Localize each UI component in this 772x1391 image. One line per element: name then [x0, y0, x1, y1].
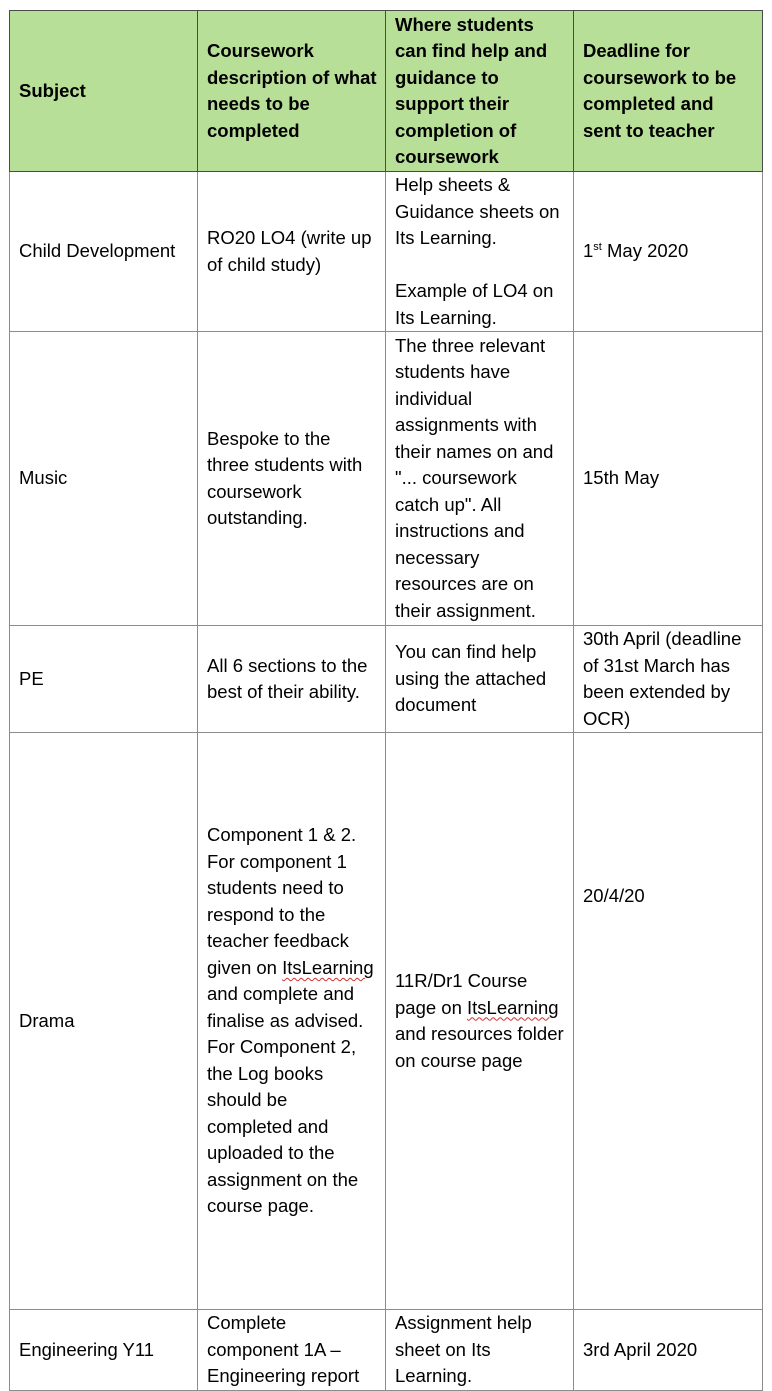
- misspelled-word: ItsLearning: [282, 956, 374, 978]
- cell-subject: Engineering Y11: [10, 1310, 198, 1391]
- cell-description: Bespoke to the three students with coursework outstanding.: [198, 332, 386, 626]
- help-text: and resources folder on course page: [395, 1023, 564, 1071]
- cell-description: RO20 LO4 (write up of child study): [198, 172, 386, 332]
- cell-description: All 6 sections to the best of their ability.: [198, 626, 386, 733]
- description-text: Component 1 & 2. For component 1 students need to respond to the teacher feedback given on: [207, 824, 357, 978]
- cell-deadline: 3rd April 2020: [574, 1310, 763, 1391]
- cell-description: [198, 733, 386, 1310]
- table-row: [10, 626, 763, 733]
- cell-help: The three relevant students have individual assignments with their names on and "... coursework catch up". All instructions and necessary resources are on their assignment.: [386, 332, 574, 626]
- help-text: Help sheets & Guidance sheets on Its Learning.: [395, 174, 560, 248]
- cell-deadline: 20/4/20: [574, 733, 763, 1310]
- description-text: and complete and finalise as advised. For Component 2, the Log books should be completed and uploaded to the assignment on the course page.: [207, 983, 364, 1217]
- table-row: [10, 733, 763, 1310]
- help-text: 11R/Dr1 Course page on: [395, 970, 528, 1018]
- table-row: [10, 1310, 763, 1391]
- header-deadline: Deadline for coursework to be completed and sent to teacher: [574, 11, 763, 172]
- cell-deadline: 15th May: [574, 332, 763, 626]
- table-row: [10, 172, 763, 332]
- cell-description: Complete component 1A – Engineering report: [198, 1310, 386, 1391]
- deadline-suffix: st: [593, 241, 602, 254]
- cell-deadline: 30th April (deadline of 31st March has been extended by OCR): [574, 626, 763, 733]
- cell-deadline: [574, 172, 763, 332]
- cell-subject: Drama: [10, 733, 198, 1310]
- cell-help: [386, 172, 574, 332]
- cell-help: Assignment help sheet on Its Learning.: [386, 1310, 574, 1391]
- header-subject: Subject: [10, 11, 198, 172]
- deadline-rest: May 2020: [601, 240, 689, 262]
- header-help: Where students can find help and guidance to support their completion of coursework: [386, 11, 574, 172]
- cell-subject: Music: [10, 332, 198, 626]
- misspelled-word: ItsLearning: [467, 996, 559, 1018]
- cell-help: [386, 733, 574, 1310]
- deadline-day: 1: [583, 240, 594, 262]
- cell-subject: PE: [10, 626, 198, 733]
- cell-subject: Child Development: [10, 172, 198, 332]
- help-text: Example of LO4 on Its Learning.: [395, 280, 554, 328]
- table-row: [10, 332, 763, 626]
- table-header-row: [10, 11, 763, 172]
- coursework-table: [9, 10, 763, 1391]
- cell-help: You can find help using the attached document: [386, 626, 574, 733]
- header-description: Coursework description of what needs to be completed: [198, 11, 386, 172]
